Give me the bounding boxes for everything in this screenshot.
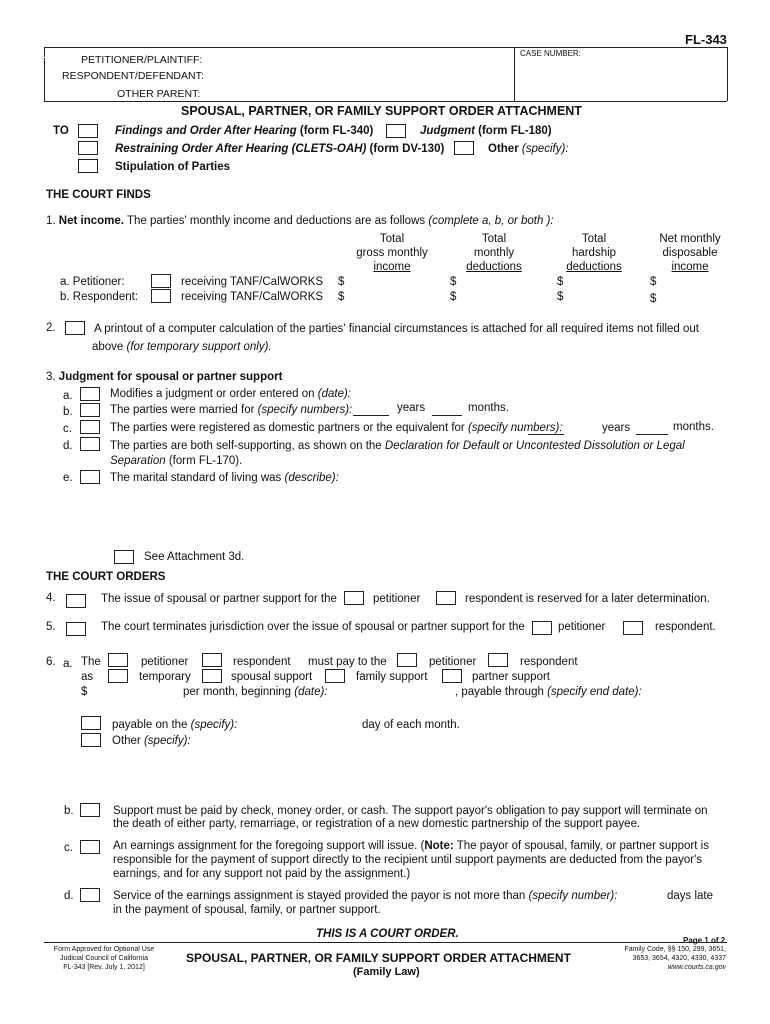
respondent-gross-dollar: $ [338,291,345,303]
item3b-letter: b. [63,406,73,418]
item6-dollar: $ [81,686,88,698]
item6a-letter: a. [63,658,73,670]
item5-petitioner-checkbox[interactable] [532,621,552,635]
item6c-text: An earnings assignment for the foregoing support will issue. (Note: The payor of spousal, family, or partner support is [113,840,709,852]
respondent-tanf-checkbox[interactable] [151,289,171,303]
item3b-checkbox[interactable] [80,403,100,417]
page-number: Page 1 of 2 [683,936,726,945]
item6-payor-respondent-checkbox[interactable] [202,653,222,667]
item5-text: The court terminates jurisdiction over the issue of spousal or partner support for the [101,621,525,633]
stipulation-option: Stipulation of Parties [115,161,231,173]
item4-number: 4. [46,592,56,604]
respondent-hardship-dollar: $ [557,291,564,303]
item3e-checkbox[interactable] [80,470,100,484]
item4-checkbox[interactable] [66,594,86,608]
restraining-option: Restraining Order After Hearing (CLETS-OAH) (form DV-130) [115,143,445,155]
item6-payee-respondent: respondent [520,656,578,668]
item3b-years-blank[interactable] [353,415,389,416]
header-box-top [44,47,727,48]
item6-payee-petitioner-checkbox[interactable] [397,653,417,667]
header-box-bottom [44,101,727,102]
header-box-divider [514,47,515,101]
col-net: Net monthly disposable income [659,233,721,273]
item3d-checkbox[interactable] [80,437,100,451]
item3-heading: 3. Judgment for spousal or partner support [46,371,283,383]
item3c-checkbox[interactable] [80,420,100,434]
col-gross: Total gross monthly income [356,233,428,273]
respondent-net-dollar: $ [650,293,657,305]
item3b-months: months. [468,402,509,414]
judgment-option: Judgment (form FL-180) [420,125,552,137]
other-specify-label: Other (specify): [112,735,191,747]
temporary-checkbox[interactable] [108,669,128,683]
item3b-text: The parties were married for (specify numbers): [110,404,353,416]
row-respondent-label: b. Respondent: [60,291,139,303]
item3c-years-blank[interactable] [528,434,564,435]
footer-title: SPOUSAL, PARTNER, OR FAMILY SUPPORT ORDER ATTACHMENT [186,951,571,965]
see-attachment-checkbox[interactable] [114,550,134,564]
item4-petitioner-checkbox[interactable] [344,591,364,605]
item6-the: The [81,656,101,668]
item6b-letter: b. [64,805,74,817]
item5-respondent-checkbox[interactable] [623,621,643,635]
judgment-checkbox[interactable] [386,124,406,138]
item4-respondent-checkbox[interactable] [436,591,456,605]
footer-subtitle: (Family Law) [353,966,420,978]
family-code-reference: Family Code, §§ 150, 299, 3651, 3653, 3654, 4320, 4330, 4337 www.courts.ca.gov [624,946,726,971]
respondent-deductions-dollar: $ [450,291,457,303]
printout-checkbox[interactable] [65,321,85,335]
item2-text: A printout of a computer calculation of the parties' financial circumstances is attached for all required items not filled out [94,323,699,335]
petitioner-tanf-checkbox[interactable] [151,274,171,288]
partner-support-label: partner support [472,671,550,683]
header-box-left-tick [44,47,45,57]
item6-payor-respondent: respondent [233,656,291,668]
item6d-letter: d. [64,890,74,902]
col-deductions: Total monthly deductions [466,233,522,273]
item5-petitioner-label: petitioner [558,621,606,633]
see-attachment-label: See Attachment 3d. [144,551,245,563]
item6c-checkbox[interactable] [80,840,100,854]
item3e-letter: e. [63,472,73,484]
findings-checkbox[interactable] [78,124,98,138]
item6-payor-petitioner: petitioner [141,656,189,668]
court-orders-heading: THE COURT ORDERS [46,571,166,583]
form-approval: Form Approved for Optional Use Judicial Council of California FL-343 [Rev. July 1, 2012] [53,946,155,971]
item5-respondent-label: respondent. [655,621,716,633]
item6c-text-cont: responsible for the payment of support directly to the recipient until support payments are deducted from the payor's [113,854,703,866]
respondent-label: RESPONDENT/DEFENDANT: [62,70,204,82]
item3c-months-blank[interactable] [636,434,668,435]
item6-as: as [81,671,94,683]
item6d-checkbox[interactable] [80,888,100,902]
item6-must-pay: must pay to the [308,656,387,668]
item3d-text: The parties are both self-supporting, as shown on the Declaration for Default or Uncontested Dissolution or Legal [110,440,685,452]
petitioner-deductions-dollar: $ [450,276,457,288]
item3b-months-blank[interactable] [432,415,462,416]
item3a-letter: a. [63,390,73,402]
family-support-label: family support [356,671,428,683]
item3a-checkbox[interactable] [80,387,100,401]
item4-respondent-label: respondent is reserved for a later determination. [465,593,710,605]
col-hardship: Total hardship deductions [566,233,622,273]
item6b-checkbox[interactable] [80,803,100,817]
case-number-label: CASE NUMBER: [520,49,581,58]
header-box-right [727,47,728,101]
item6d-text: Service of the earnings assignment is stayed provided the payor is not more than (specify number): [113,890,618,902]
court-finds-heading: THE COURT FINDS [46,189,151,201]
court-order-notice: THIS IS A COURT ORDER. [316,928,459,940]
item3d-letter: d. [63,440,73,452]
stipulation-checkbox[interactable] [78,159,98,173]
item3c-years: years [602,422,631,434]
item6-payor-petitioner-checkbox[interactable] [108,653,128,667]
petitioner-gross-dollar: $ [338,276,345,288]
other-option: Other (specify): [488,143,569,155]
item5-checkbox[interactable] [66,622,86,636]
footer-rule [44,942,727,943]
item3a-text: Modifies a judgment or order entered on (date): [110,388,352,400]
row-petitioner-label: a. Petitioner: [60,276,125,288]
item3c-text: The parties were registered as domestic partners or the equivalent for (specify numbers): [110,422,563,434]
payable-on-checkbox[interactable] [81,716,101,730]
item6b-text: Support must be paid by check, money order, or cash. The support payor's obligation to pay support will terminate on [113,805,708,817]
header-box-left [44,58,45,101]
page-title: SPOUSAL, PARTNER, OR FAMILY SUPPORT ORDER ATTACHMENT [181,104,582,118]
petitioner-net-dollar: $ [650,276,657,288]
item4-petitioner-label: petitioner [373,593,421,605]
item6c-letter: c. [64,842,73,854]
partner-support-checkbox[interactable] [442,669,462,683]
item6d-text-cont: in the payment of spousal, family, or partner support. [113,904,381,916]
day-of-month-label: day of each month. [362,719,460,731]
item6-payee-respondent-checkbox[interactable] [488,653,508,667]
other-parent-label: OTHER PARENT: [117,88,201,100]
item6d-days-late: days late [667,890,714,902]
item3e-text: The marital standard of living was (describe): [110,472,339,484]
item6b-text-cont: the death of either party, remarriage, or registration of a new domestic partnership of the support payee. [113,818,641,830]
item3c-letter: c. [63,423,72,435]
petitioner-hardship-dollar: $ [557,276,564,288]
petitioner-tanf-label: receiving TANF/CalWORKS [181,276,324,288]
restraining-checkbox[interactable] [78,141,98,155]
spousal-support-checkbox[interactable] [202,669,222,683]
item5-number: 5. [46,621,56,633]
item3c-months: months. [673,421,714,433]
item6-per-month: per month, beginning (date): [183,686,328,698]
form-number: FL-343 [685,32,727,47]
item2-text-cont: above (for temporary support only). [92,341,272,353]
respondent-tanf-label: receiving TANF/CalWORKS [181,291,324,303]
family-support-checkbox[interactable] [325,669,345,683]
temporary-label: temporary [139,671,191,683]
item1-line: 1. Net income. The parties' monthly income and deductions are as follows (complete a, b, or both ): [46,215,554,227]
to-label: TO [53,125,69,137]
item6c-text-cont2: earnings, and for any support not paid by the assignment.) [113,868,411,880]
spousal-support-label: spousal support [231,671,313,683]
other-specify-checkbox[interactable] [81,733,101,747]
petitioner-label: PETITIONER/PLAINTIFF: [81,54,203,66]
item6-payee-petitioner: petitioner [429,656,477,668]
item4-text: The issue of spousal or partner support for the [101,593,337,605]
item6-payable-through: , payable through (specify end date): [455,686,642,698]
payable-on-label: payable on the (specify): [112,719,238,731]
item2-number: 2. [46,322,56,334]
item3b-years: years [397,402,426,414]
findings-option: Findings and Order After Hearing (form FL-340) [115,125,374,137]
item6-number: 6. [46,656,56,668]
other-checkbox[interactable] [454,141,474,155]
item3d-text-cont: Separation (form FL-170). [110,455,243,467]
